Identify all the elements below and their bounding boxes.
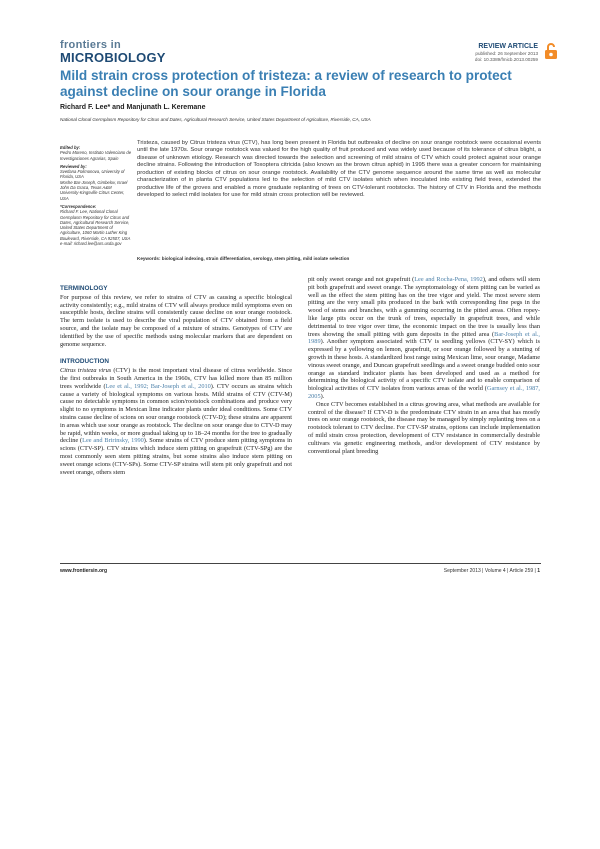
keywords-label: Keywords: [137, 256, 161, 261]
text: ). Some strains of CTV produce stem pitting symptoms in scions (CTV-SP). CTV strains which induce stem pitting on grapefruit (CTV-SPg) are the most commonly seen stem pitting strains, but some strains also induce stem pitting on sweet orange scions (CTV-SPs). Some CTV-SP strains will stem pit only grapefruit and not sweet orange, others stem [60, 437, 292, 476]
correspondence-heading: *Correspondence: [60, 203, 97, 209]
keywords [137, 256, 541, 261]
text: ), and others will stem pit both grapefruit and sweet orange. The symptomatology of stem pitting can be varied as well as the effect the stem pitting has on the tree vigor and yield. The most severe stem pitting are the very small pits produced in the bark with corresponding fine pegs in the wood of stems and branches, with a gumming occurring in the pitted areas. Often ropey-like large pits occur on the trunk of trees, especially in grapefruit trees, and while detrimental to tree vigor over time, the economic impact on the tree is usually less than trees showing the small pitting with gum deposits in the pitted area ( [308, 276, 541, 338]
published-date: published: 26 September 2013 [475, 51, 538, 56]
paragraph-continued [308, 276, 540, 401]
footer-article: Article 259 [509, 568, 534, 574]
column-right [308, 276, 540, 455]
reviewed-by: Svetlana Folimonova, University of Florida, USA Moshe Bar-Joseph, Gimbelov, Israel John Da Graca, Texas A&M University-Kingsville Citrus Center, USA [60, 169, 128, 201]
keywords-list: biological indexing, strain differentiation, serology, stem pitting, mild isolate selection [161, 256, 350, 261]
edited-by-heading: Edited by: [60, 145, 81, 150]
reviewed-by-heading: Reviewed by: [60, 163, 87, 169]
footer-separator: | [533, 568, 538, 574]
paragraph-introduction [60, 367, 292, 476]
text: (CTV) is the most important viral disease of citrus worldwide. Since the first outbreaks in South America in the 1960s, CTV has killed more than 85 million trees worldwide ( [60, 367, 292, 390]
footer-site-link[interactable]: www.frontiersin.org [60, 568, 108, 574]
footer-page-number: 1 [537, 568, 540, 574]
text: pit only sweet orange and not grapefruit ( [308, 276, 415, 283]
correspondence: Richard F. Lee, National Clonal Germplasm Repository for Citrus and Dates, Agricultural Research Service, United States Department of Agriculture, 1060 Martin Luther King Boulevard, Riverside, CA 92507, USA e-mail: richard.lee@ars.usda.gov [60, 209, 131, 247]
citation-link[interactable]: Bar-Joseph et al., 1989 [308, 330, 540, 346]
citation-link[interactable]: Lee and Bririnsky, 1990 [82, 437, 144, 445]
affiliation: National Clonal Germplasm Repository for Citrus and Dates, Agricultural Research Service, United States Department of Agriculture, Riverside, CA, USA [60, 117, 371, 122]
article-info [388, 42, 538, 63]
footer-rule [60, 563, 541, 564]
journal-logo-line2: MICROBIOLOGY [60, 50, 166, 65]
citation-link[interactable]: Lee et al., 1992; Bar-Joseph et al., 2010 [105, 382, 211, 390]
footer-citation [444, 568, 540, 574]
footer-separator: | [505, 568, 510, 574]
journal-logo-line1: frontiers in [60, 39, 122, 51]
abstract: Tristeza, caused by Citrus tristeza virus (CTV), has long been present in Florida but outbreaks of decline on sour orange rootstock were occasional events until the late 1970s. Sour orange rootstock was valued for the high quality of fruit produced and was widely used because of its tolerance of citrus blight, a disease of unknown etiology. Research was directed towards the selection and screening of mild strains of CTV which could protect against sour orange decline strains. Following the introduction of Toxoptera citricida (also known as the brown citrus aphid) in 1995 there was a greater concern for maintaining production of existing blocks of citrus on sour orange rootstock. Availability of the CTV genome sequence around the same time as well as molecular characterization of in planta CTV populations led to the selection of mild CTV isolates which when inoculated into existing field trees, extended the productive life of the groves and enabled a more graduate replanting of trees on CTV-tolerant rootstocks. The history of CTV in Florida and the methods developed to select mild isolates for use for mild strain cross protection will be reviewed. [137, 140, 541, 199]
paragraph-terminology: For purpose of this review, we refer to strains of CTV as causing a specific biological activity consistently; e.g., mild strains of CTV will always produce mild symptoms even on susceptible hosts, decline strains will consistently cause decline on sour orange rootstock. The term isolate is used to describe the viral population of CTV obtained from a field source, and the isolate may be composed of a mixture of strains. Genotypes of CTV are identified by the use of specific methods using molecular markers that are dependent on genome sequence. [60, 293, 292, 348]
journal-logo [60, 40, 166, 64]
edited-by: Pedro Moreno, Instituto Valenciano de Investigaciones Agrarias, Spain [60, 150, 132, 161]
column-left [60, 285, 292, 476]
footer-date: September 2013 [443, 568, 481, 574]
article-title: Mild strain cross protection of tristeza: a review of research to protect against decline on sour orange in Florida [60, 68, 512, 99]
text: ). [320, 392, 325, 400]
citation-link[interactable]: Garnsey et al., 1987, 2005 [308, 385, 541, 400]
authors: Richard F. Lee* and Manjunath L. Keremane [60, 104, 206, 111]
sidebar-editorial [60, 142, 132, 246]
section-heading-terminology: TERMINOLOGY [60, 285, 108, 292]
footer-separator: | [480, 568, 485, 574]
paragraph-control: Once CTV becomes established in a citrus growing area, what methods are available for control of the disease? If CTV-D is the predominate CTV strain in an area that has mostly trees on sour orange rootstock, the disease may be managed by simply replanting trees on a rootstock tolerant to CTV decline. For CTV-SP strains, options can include implementation of mild strain cross protection, development of CTV resistance in commercially desirable cultivars via genetic engineering methods, and/or development of CTV resistance by conventional plant breeding [308, 400, 540, 455]
text: ). CTV occurs as strains which cause a variety of biological symptoms on various hosts. Mild strains of CTV (CTV-M) cause no detectable symptoms in common scion/rootstock combinations and produce very slight to no symptoms in Mexican lime indicator plants under ideal conditions. Some CTV strains cause decline of scions on sour orange rootstock (CTV-D); these strains are apparent in areas which use sour orange as rootstock. The decline on sour orange due to CTV-D may be rapid, within weeks, or more gradual taking up to 18–24 months for the tree to gradually decline ( [60, 382, 292, 445]
footer-volume: Volume 4 [484, 568, 506, 574]
article-type: REVIEW ARTICLE [478, 43, 538, 50]
open-access-icon [544, 42, 558, 60]
doi: doi: 10.3389/fmicb.2013.00259 [474, 57, 538, 62]
section-heading-introduction: INTRODUCTION [60, 358, 109, 366]
text-italic: Citrus tristeza virus [60, 367, 112, 375]
citation-link[interactable]: Lee and Rocha-Pena, 1992 [414, 276, 483, 283]
text: ). Another symptom associated with CTV is seedling yellows (CTV-SY) which is expressed by a yellowing on lemon, grapefruit, or sour orange followed by a stunting of growth in these hosts. A standardized host range using Mexican lime, sour orange, Madame vinous sweet orange, and Duncan grapefruit seedlings and a sweet orange budded onto sour orange as standard indicator plants has been developed and used as a method for determining the biological activity of a specific CTV isolate and to enable comparison of biological activities of CTV isolates from various areas of the world ( [308, 338, 540, 393]
